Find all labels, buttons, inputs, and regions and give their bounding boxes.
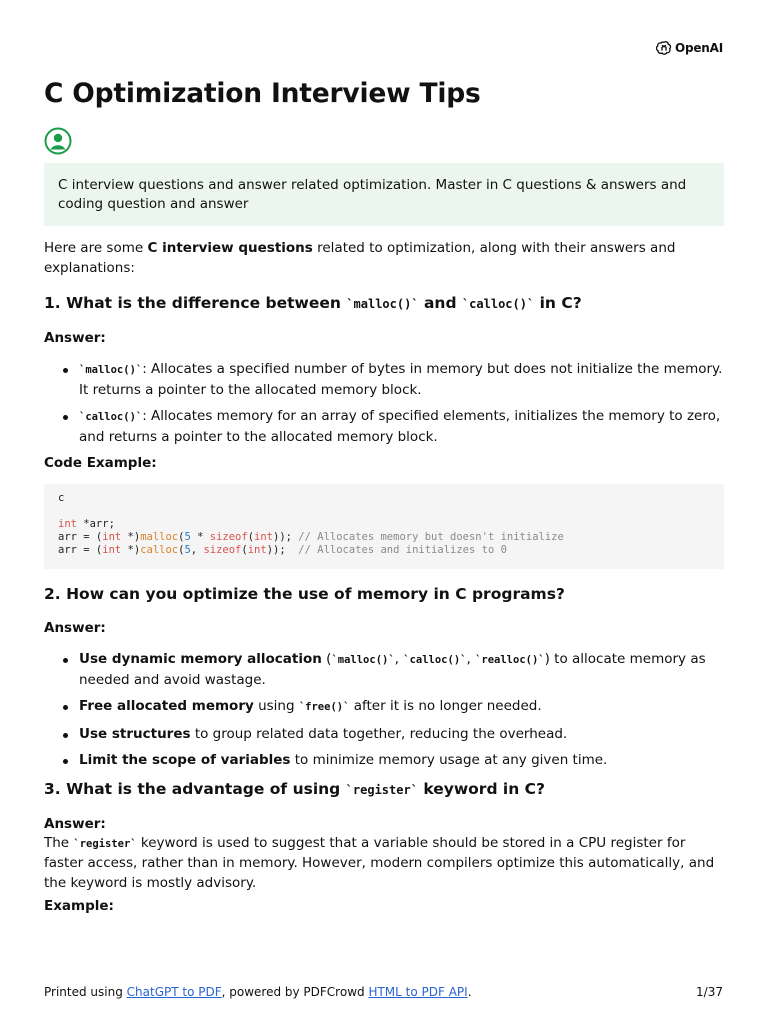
page-number: 1/37	[696, 985, 723, 999]
answer-text: keyword is used to suggest that a variable should be stored in a CPU register for faster access, rather than in memory. However, modern compilers optimize this automatically, and the keyword is mostly advisory.	[44, 834, 715, 891]
q3-text-end: keyword in C?	[417, 779, 546, 798]
inline-code: `realloc()`	[475, 654, 545, 666]
list-item-text: after it is no longer needed.	[349, 698, 542, 714]
list-item-text: using	[253, 698, 299, 714]
logo-text: OpenAI	[674, 41, 723, 55]
q3-code-register: `register`	[345, 782, 418, 797]
openai-logo	[656, 40, 723, 56]
page-footer	[44, 985, 723, 999]
list-item-text: ,	[466, 651, 476, 667]
summary-text: C interview questions and answer related optimization. Master in C questions & answers and coding question and answer	[58, 177, 687, 212]
footer-text: Printed using	[44, 985, 127, 999]
list-item	[44, 751, 724, 771]
list-item-text: ) to allocate memory as needed and avoid wastage.	[79, 651, 706, 688]
list-item	[44, 360, 724, 400]
question-3-heading	[44, 779, 724, 801]
list-item-bold: Use dynamic memory allocation	[79, 651, 322, 667]
list-item-text: to group related data together, reducing the overhead.	[190, 725, 568, 742]
list-item-bold: Use structures	[79, 725, 191, 742]
question-1-heading	[44, 293, 724, 315]
list-item-text: ,	[394, 651, 404, 667]
q1-code-label: Code Example:	[44, 455, 157, 471]
code-language: c	[58, 492, 65, 504]
q3-text: 3. What is the advantage of using	[44, 779, 346, 798]
q1-answer-label: Answer:	[44, 330, 106, 346]
chatgpt-to-pdf-link[interactable]: ChatGPT to PDF	[126, 985, 222, 999]
inline-code: `calloc()`	[79, 411, 143, 423]
list-item-bold: Limit the scope of variables	[79, 752, 291, 768]
inline-code: `free()`	[298, 701, 350, 713]
q1-text: 1. What is the difference between	[44, 294, 347, 312]
q3-example-label: Example:	[44, 898, 114, 914]
intro-text-end: related to optimization, along with their answers and explanations:	[44, 240, 676, 276]
footer-text: .	[467, 985, 472, 999]
q1-text-end: in C?	[534, 294, 582, 312]
q1-code-calloc: `calloc()`	[461, 297, 535, 311]
q3-answer-label: Answer:	[44, 815, 106, 832]
footer-credit	[44, 985, 472, 999]
list-item-bold: Free allocated memory	[79, 698, 254, 714]
footer-text: , powered by PDFCrowd	[221, 985, 369, 999]
q1-answer-list	[44, 360, 724, 447]
question-2-heading: 2. How can you optimize the use of memory in C programs?	[44, 585, 565, 603]
q1-text-mid: and	[418, 294, 462, 312]
q2-answer-list	[44, 650, 724, 771]
document-content	[44, 78, 724, 916]
intro-bold: C interview questions	[147, 240, 313, 256]
intro-paragraph	[44, 239, 724, 278]
list-item	[44, 407, 724, 447]
list-item	[44, 697, 724, 718]
q3-answer-text	[44, 834, 724, 894]
list-item-text: (	[321, 651, 332, 667]
inline-code: `malloc()`	[331, 654, 395, 666]
intro-text: Here are some	[44, 240, 148, 256]
inline-code: `register`	[73, 837, 137, 850]
list-item	[44, 650, 724, 690]
page-title: C Optimization Interview Tips	[44, 78, 481, 109]
q3-answer	[44, 815, 724, 917]
list-item	[44, 725, 724, 745]
q1-code-malloc: `malloc()`	[346, 297, 419, 311]
q2-answer-label: Answer:	[44, 620, 106, 636]
summary-box	[44, 163, 724, 226]
openai-knot-icon	[656, 40, 672, 56]
list-item-text: : Allocates memory for an array of specified elements, initializes the memory to zero, and returns a pointer to the allocated memory block.	[79, 408, 721, 445]
list-item-text: : Allocates a specified number of bytes in memory but does not initialize the memory. It returns a pointer to the allocated memory block.	[79, 361, 723, 398]
user-avatar-icon	[44, 127, 72, 155]
list-item-text: to minimize memory usage at any given time.	[290, 752, 608, 768]
inline-code: `malloc()`	[79, 364, 143, 376]
answer-text: The	[44, 834, 74, 851]
inline-code: `calloc()`	[403, 654, 467, 666]
code-block: c int *arr; arr = (int *)malloc(5 * sizeof(int)); // Allocates memory but doesn't initialize arr = (int *)calloc(5, sizeof(int)); // Allocates and initializes to 0	[44, 484, 724, 569]
html-to-pdf-api-link[interactable]: HTML to PDF API	[368, 985, 468, 999]
